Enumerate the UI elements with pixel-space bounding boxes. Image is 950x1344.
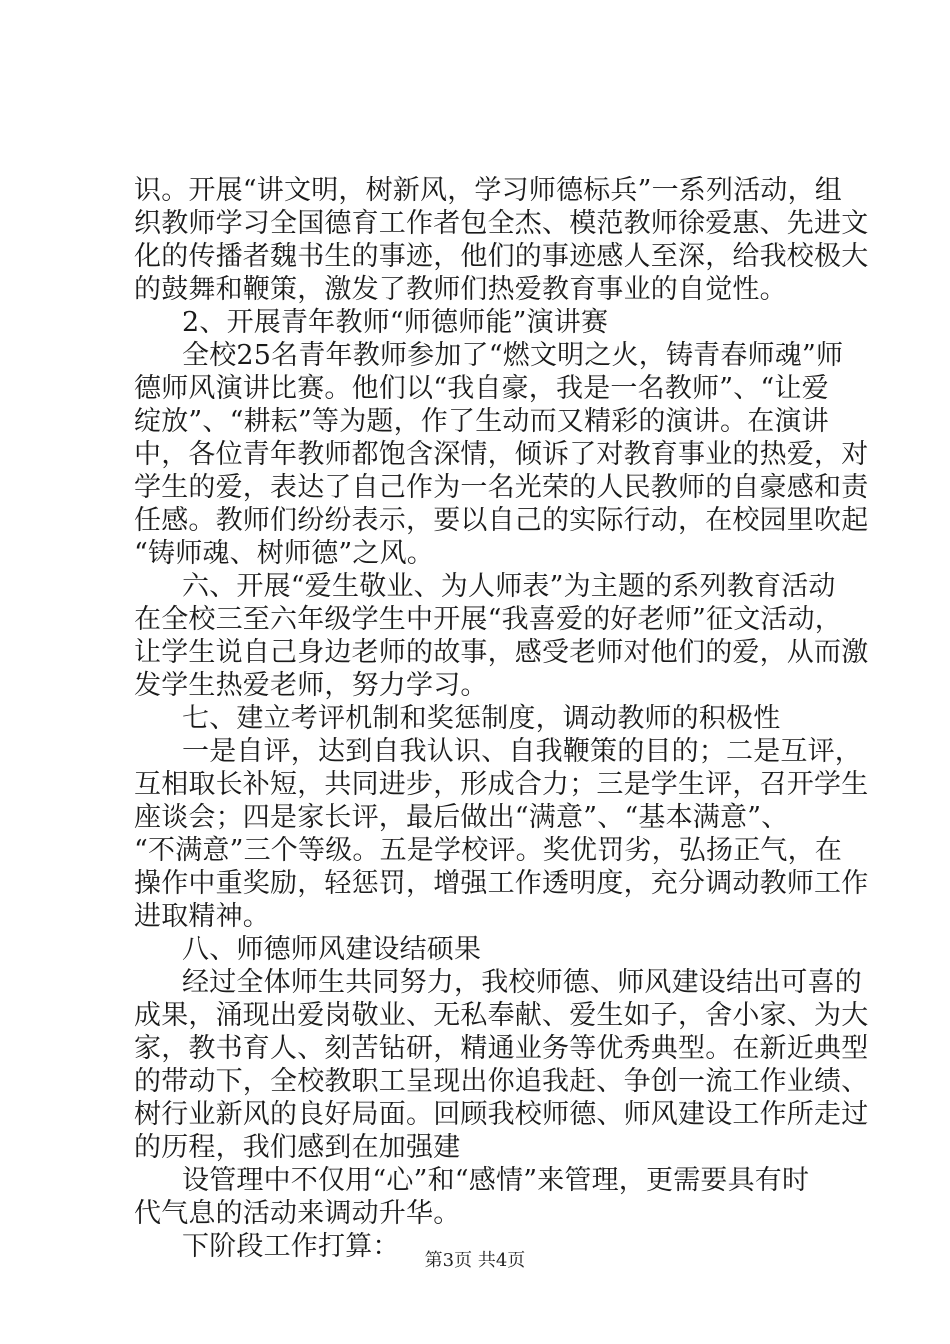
text-line: 绽放”、“耕耘”等为题，作了生动而又精彩的演讲。在演讲 bbox=[134, 406, 829, 437]
text-line: “不满意”三个等级。五是学校评。奖优罚劣，弘扬正气，在 bbox=[134, 835, 843, 866]
text-line: 互相取长补短，共同进步，形成合力；三是学生评，召开学生 bbox=[134, 769, 869, 800]
text-line: 识。开展“讲文明，树新风，学习师德标兵”一系列活动，组 bbox=[134, 175, 843, 206]
text-line: 设管理中不仅用“心”和“感情”来管理，更需要具有时 bbox=[182, 1165, 810, 1196]
text-line: 在全校三至六年级学生中开展“我喜爱的好老师”征文活动， bbox=[134, 604, 843, 635]
section-heading: 七、建立考评机制和奖惩制度，调动教师的积极性 bbox=[182, 703, 781, 734]
text-line: 下阶段工作打算： bbox=[182, 1231, 400, 1262]
text-line: 全校25名青年教师参加了“燃文明之火，铸青春师魂”师 bbox=[182, 340, 844, 371]
section-heading: 2、开展青年教师“师德师能”演讲赛 bbox=[182, 307, 609, 338]
text-line: 织教师学习全国德育工作者包全杰、模范教师徐爱惠、先进文 bbox=[134, 208, 869, 239]
text-line: 操作中重奖励，轻惩罚，增强工作透明度，充分调动教师工作 bbox=[134, 868, 869, 899]
text-line: 的带动下，全校教职工呈现出你追我赶、争创一流工作业绩、 bbox=[134, 1066, 869, 1097]
text-line: 的历程，我们感到在加强建 bbox=[134, 1132, 461, 1163]
text-line: 代气息的活动来调动升华。 bbox=[134, 1198, 461, 1229]
section-heading: 六、开展“爱生敬业、为人师表”为主题的系列教育活动 bbox=[182, 571, 836, 602]
text-line: 树行业新风的良好局面。回顾我校师德、师风建设工作所走过 bbox=[134, 1099, 869, 1130]
text-line: 任感。教师们纷纷表示，要以自己的实际行动，在校园里吹起 bbox=[134, 505, 869, 536]
text-line: 让学生说自己身边老师的故事，感受老师对他们的爱，从而激 bbox=[134, 637, 869, 668]
text-line: 一是自评，达到自我认识、自我鞭策的目的；二是互评， bbox=[182, 736, 862, 767]
text-line: 化的传播者魏书生的事迹，他们的事迹感人至深，给我校极大 bbox=[134, 241, 869, 272]
text-line: 学生的爱，表达了自己作为一名光荣的人民教师的自豪感和责 bbox=[134, 472, 869, 503]
text-line: 家，教书育人、刻苦钻研，精通业务等优秀典型。在新近典型 bbox=[134, 1033, 869, 1064]
text-line: 成果，涌现出爱岗敬业、无私奉献、爱生如子，舍小家、为大 bbox=[134, 1000, 869, 1031]
text-line: 发学生热爱老师，努力学习。 bbox=[134, 670, 488, 701]
text-line: 德师风演讲比赛。他们以“我自豪，我是一名教师”、“让爱 bbox=[134, 373, 829, 404]
text-line: 的鼓舞和鞭策，激发了教师们热爱教育事业的自觉性。 bbox=[134, 274, 787, 305]
page-number-footer: 第3页 共4页 bbox=[424, 1250, 526, 1271]
text-line: 经过全体师生共同努力，我校师德、师风建设结出可喜的 bbox=[182, 967, 862, 998]
text-line: 进取精神。 bbox=[134, 901, 270, 932]
text-line: “铸师魂、树师德”之风。 bbox=[134, 538, 435, 569]
text-line: 中，各位青年教师都饱含深情，倾诉了对教育事业的热爱，对 bbox=[134, 439, 869, 470]
section-heading: 八、师德师风建设结硕果 bbox=[182, 934, 482, 965]
text-line: 座谈会；四是家长评，最后做出“满意”、“基本满意”、 bbox=[134, 802, 789, 833]
